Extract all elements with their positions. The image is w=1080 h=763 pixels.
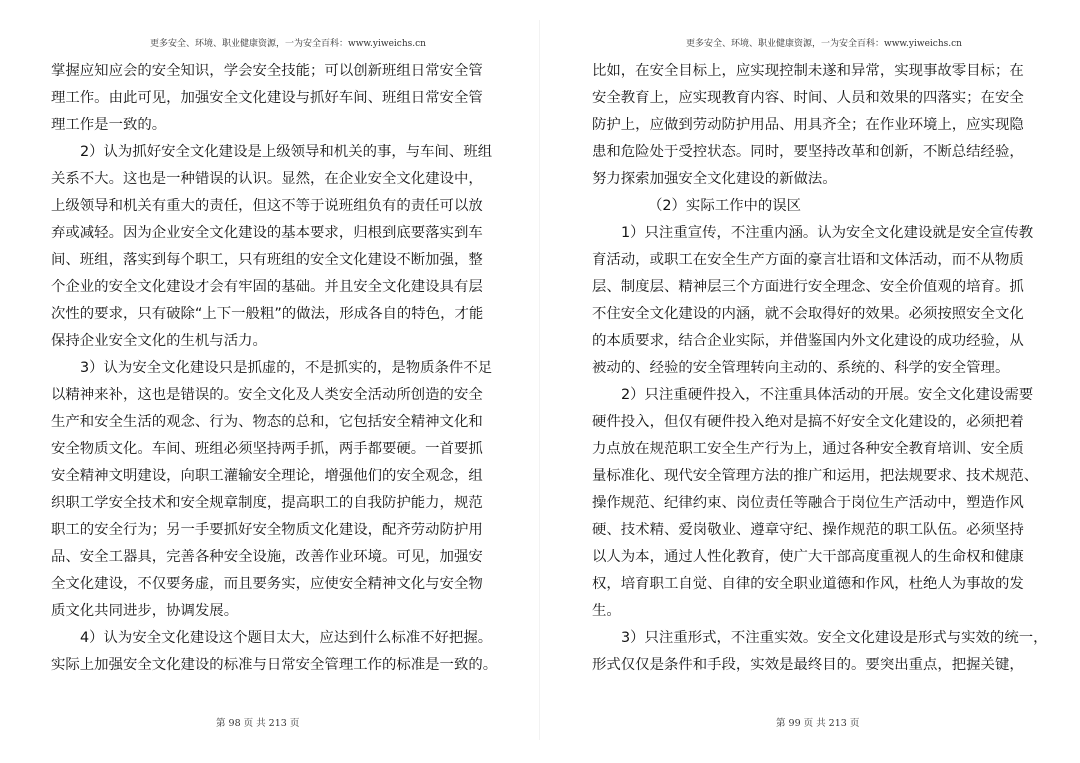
text-line: 权，培育职工自觉、自律的安全职业道德和作风，杜绝人为事故的发 [592, 576, 1024, 592]
text-line: 上级领导和机关有重大的责任，但这不等于说班组负有的责任可以放 [51, 198, 483, 214]
text-line: 努力探索加强安全文化建设的新做法。 [592, 171, 837, 187]
left-page-running-header: 更多安全、环境、职业健康资源，一为安全百科：www.yiweichs.cn [150, 39, 426, 49]
text-line: 个企业的安全文化建设才会有牢固的基础。并且安全文化建设具有层 [51, 279, 483, 295]
text-line: 患和危险处于受控状态。同时，要坚持改革和创新，不断总结经验， [592, 144, 1024, 160]
text-line: 1）只注重宣传，不注重内涵。认为安全文化建设就是安全宣传教 [621, 225, 1034, 241]
text-line: 的本质要求，结合企业实际，并借鉴国内外文化建设的成功经验，从 [592, 333, 1024, 349]
text-line: 以人为本，通过人性化教育，使广大干部高度重视人的生命权和健康 [592, 549, 1024, 565]
text-line: 次性的要求，只有破除“上下一般粗”的做法，形成各自的特色，才能 [51, 306, 484, 322]
text-line: 力点放在规范职工安全生产行为上，通过各种安全教育培训、安全质 [592, 441, 1024, 457]
text-line: 形式仅仅是条件和手段，实效是最终目的。要突出重点，把握关键， [592, 657, 1024, 673]
right-page-number: 第 99 页 共 213 页 [776, 718, 860, 729]
right-page-body [592, 58, 1048, 679]
text-line: 硬件投入，但仅有硬件投入绝对是搞不好安全文化建设的，必须把着 [592, 414, 1024, 430]
text-line: 被动的、经验的安全管理转向主动的、系统的、科学的安全管理。 [592, 360, 1010, 376]
text-line: 4）认为安全文化建设这个题目太大，应达到什么标准不好把握。 [80, 630, 493, 646]
text-line: 2）只注重硬件投入，不注重具体活动的开展。安全文化建设需要 [621, 387, 1034, 403]
left-page-body [51, 58, 501, 679]
text-line: 保持企业安全文化的生机与活力。 [51, 333, 267, 349]
text-line: 织职工学安全技术和安全规章制度，提高职工的自我防护能力，规范 [51, 495, 483, 511]
text-line: 安全精神文明建设，向职工灌输安全理论，增强他们的安全观念，组 [51, 468, 483, 484]
text-line: 3）认为安全文化建设只是抓虚的，不是抓实的，是物质条件不足 [80, 360, 493, 376]
text-line: 防护上，应做到劳动防护用品、用具齐全；在作业环境上，应实现隐 [592, 117, 1024, 133]
text-line: 育活动，或职工在安全生产方面的豪言壮语和文体活动，而不从物质 [592, 252, 1024, 268]
text-line: 职工的安全行为；另一手要抓好安全物质文化建设，配齐劳动防护用 [51, 522, 483, 538]
text-line: 操作规范、纪律约束、岗位责任等融合于岗位生产活动中，塑造作风 [592, 495, 1024, 511]
text-line: 间、班组，落实到每个职工，只有班组的安全文化建设不断加强，整 [51, 252, 483, 268]
left-page-number: 第 98 页 共 213 页 [216, 718, 300, 729]
text-line: 全文化建设，不仅要务虚，而且要务实，应使安全精神文化与安全物 [51, 576, 483, 592]
text-line: 实际上加强安全文化建设的标准与日常安全管理工作的标准是一致的。 [51, 657, 498, 673]
text-line: 掌握应知应会的安全知识，学会安全技能；可以创新班组日常安全管 [51, 63, 483, 79]
right-page-running-header: 更多安全、环境、职业健康资源，一为安全百科：www.yiweichs.cn [686, 39, 962, 49]
text-line: 安全教育上，应实现教育内容、时间、人员和效果的四落实；在安全 [592, 90, 1024, 106]
text-line: 关系不大。这也是一种错误的认识。显然，在企业安全文化建设中， [51, 171, 483, 187]
text-line: 比如，在安全目标上，应实现控制未遂和异常，实现事故零目标；在 [592, 63, 1024, 79]
text-line: 硬、技术精、爱岗敬业、遵章守纪、操作规范的职工队伍。必须坚持 [592, 522, 1024, 538]
text-line: 安全物质文化。车间、班组必须坚持两手抓，两手都要硬。一首要抓 [51, 441, 483, 457]
text-line: 生。 [592, 603, 621, 619]
text-line: 2）认为抓好安全文化建设是上级领导和机关的事，与车间、班组 [80, 144, 493, 160]
right-page [540, 0, 1080, 763]
text-line: 弃或减轻。因为企业安全文化建设的基本要求，归根到底要落实到车 [51, 225, 483, 241]
text-line: 层、制度层、精神层三个方面进行安全理念、安全价值观的培育。抓 [592, 279, 1024, 295]
text-line: 生产和安全生活的观念、行为、物态的总和，它包括安全精神文化和 [51, 414, 483, 430]
text-line: 不住安全文化建设的内涵，就不会取得好的效果。必须按照安全文化 [592, 306, 1024, 322]
text-line: 量标准化、现代安全管理方法的推广和运用，把法规要求、技术规范、 [592, 468, 1039, 484]
section-heading: （2）实际工作中的误区 [648, 198, 802, 214]
text-line: 理工作是一致的。 [51, 117, 167, 133]
text-line: 质文化共同进步，协调发展。 [51, 603, 239, 619]
text-line: 理工作。由此可见，加强安全文化建设与抓好车间、班组日常安全管 [51, 90, 483, 106]
text-line: 3）只注重形式，不注重实效。安全文化建设是形式与实效的统一， [621, 630, 1048, 646]
text-line: 品、安全工器具，完善各种安全设施，改善作业环境。可见，加强安 [51, 549, 483, 565]
text-line: 以精神来补，这也是错误的。安全文化及人类安全活动所创造的安全 [51, 387, 483, 403]
